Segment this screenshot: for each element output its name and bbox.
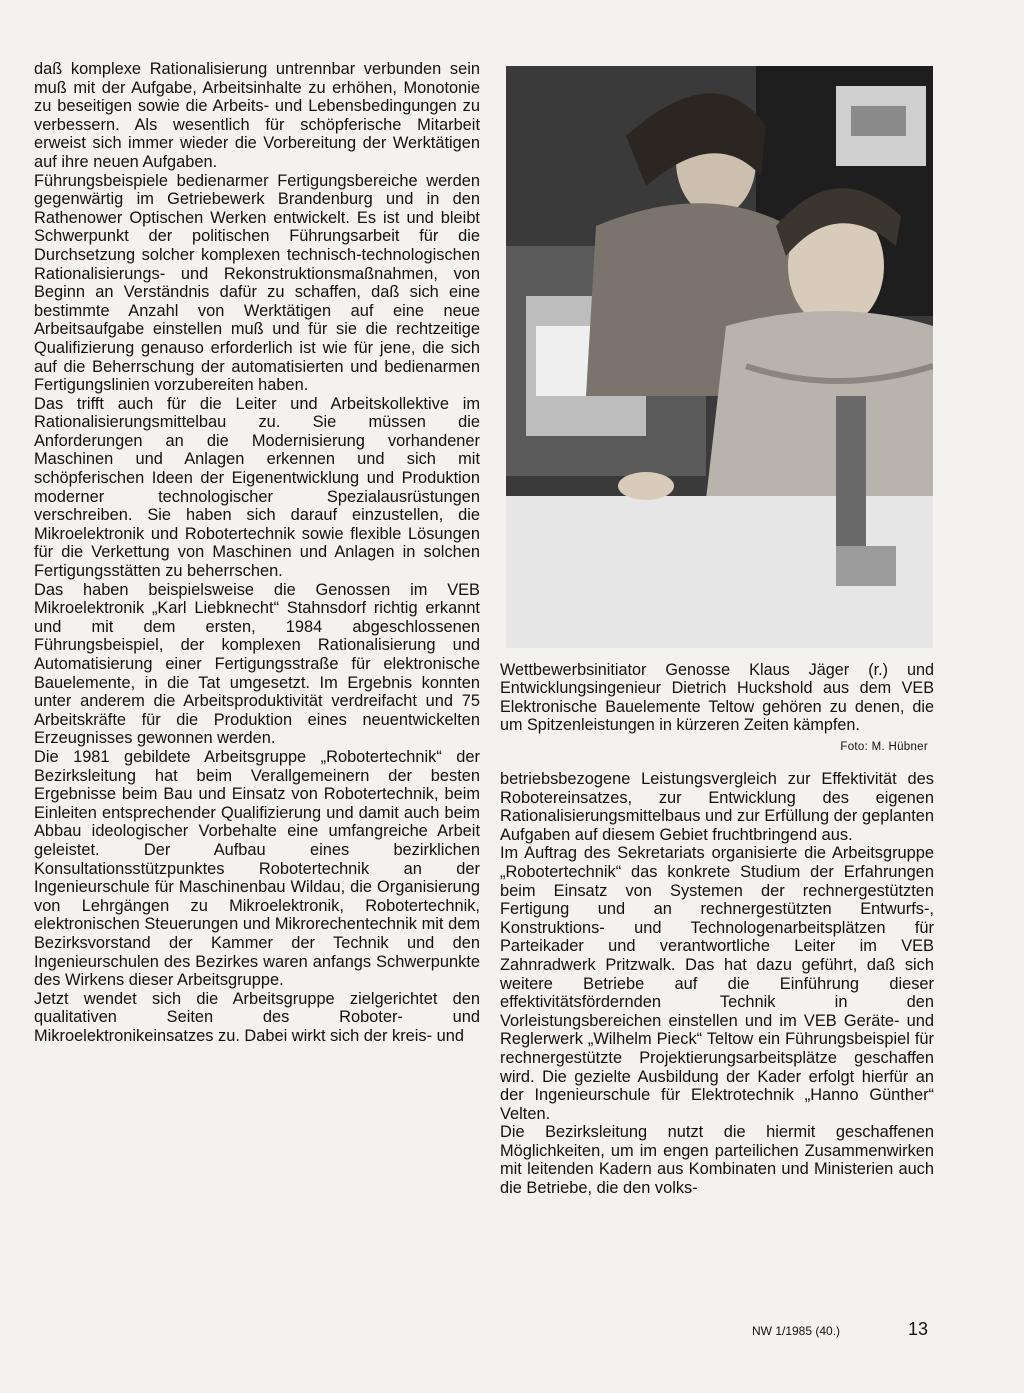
paragraph: daß komplexe Rationalisierung untrennbar verbunden sein muß mit der Aufgabe, Arbeitsinhalte zu erhöhen, Monotonie zu beseitigen sowie die Arbeits- und Lebensbedingungen zu verbessern. Als wesentlich für schöpferische Mitarbeit erweist sich immer wieder die Vorbereitung der Werktätigen auf ihre neuen Aufgaben. bbox=[34, 60, 480, 171]
paragraph: Im Auftrag des Sekretariats organisierte die Arbeitsgruppe „Robotertechnik“ das konkrete Studium der Erfahrungen beim Einsatz von Systemen der rechnergestützten Fertigung und an rechnergestützten Entwurfs-, Konstruktions- und Technologenarbeitsplätzen für Parteikader und verantwortliche Leiter im VEB Zahnradwerk Pritzwalk. Das hat dazu geführt, daß sich weitere Betriebe auf die Einführung dieser effektivitätsfördernden Technik in den Vorleistungsbereichen einstellen und im VEB Geräte- und Reglerwerk „Wilhelm Pieck“ Teltow ein Führungsbeispiel für rechnergestützte Projektierungsarbeitsplätze geschaffen wird. Die gezielte Ausbildung der Kader erfolgt hierfür an der Ingenieurschule für Elektrotechnik „Hanno Günther“ Velten. bbox=[500, 844, 934, 1123]
issue-label: NW 1/1985 (40.) bbox=[752, 1324, 841, 1338]
paragraph: Das haben beispielsweise die Genossen im VEB Mikroelektronik „Karl Liebknecht“ Stahnsdorf richtig erkannt und mit dem ersten, 1984 abgeschlossenen Führungsbeispiel, der komplexen Rationalisierung und Automatisierung einer Fertigungsstraße für elektronische Bauelemente, in die Tat umgesetzt. Im Ergebnis konnten unter anderem die Arbeitsproduktivität verdreifacht und 75 Arbeitskräfte für die Produktion eines neuentwickelten Erzeugnisses gewonnen werden. bbox=[34, 580, 480, 748]
photo-engineers-at-workbench bbox=[506, 66, 933, 648]
photo-credit: Foto: M. Hübner bbox=[840, 741, 928, 753]
right-text-column bbox=[500, 770, 934, 1198]
left-text-column bbox=[34, 60, 480, 1045]
paragraph: Jetzt wendet sich die Arbeitsgruppe zielgerichtet den qualitativen Seiten des Roboter- und Mikroelektronikeinsatzes zu. Dabei wirkt sich der kreis- und bbox=[34, 989, 480, 1045]
photo-caption: Wettbewerbsinitiator Genosse Klaus Jäger (r.) und Entwicklungsingenieur Dietrich Huckshold aus dem VEB Elektronische Bauelemente Teltow gehören zu denen, die um Spitzenleistungen in kürzeren Zeiten kämpfen. bbox=[500, 661, 934, 735]
page-number: 13 bbox=[908, 1319, 929, 1339]
paragraph: Die Bezirksleitung nutzt die hiermit geschaffenen Möglichkeiten, um im engen parteilichen Zusammenwirken mit leitenden Kadern aus Kombinaten und Ministerien auch die Betriebe, die den volks- bbox=[500, 1123, 934, 1198]
paragraph: Die 1981 gebildete Arbeitsgruppe „Robotertechnik“ der Bezirksleitung hat beim Verallgemeinern der besten Ergebnisse beim Bau und Einsatz von Robotertechnik, beim Einleiten entsprechender Qualifizierung und damit auch beim Abbau ideologischer Vorbehalte eine umfangreiche Arbeit geleistet. Der Aufbau eines bezirklichen Konsultationsstützpunktes Robotertechnik an der Ingenieurschule für Maschinenbau Wildau, die Organisierung von Lehrgängen zu Mikroelektronik, Robotertechnik, elektronischen Steuerungen und Mikrorechentechnik mit dem Bezirksvorstand der Kammer der Technik und den Ingenieurschulen des Bezirkes waren anfangs Schwerpunkte des Wirkens dieser Arbeitsgruppe. bbox=[34, 747, 480, 990]
paragraph: Führungsbeispiele bedienarmer Fertigungsbereiche werden gegenwärtig im Getriebewerk Brandenburg und in den Rathenower Optischen Werken entwickelt. Es ist und bleibt Schwerpunkt der politischen Führungsarbeit für die Durchsetzung solcher komplexen technisch-technologischen Rationalisierungs- und Rekonstruktionsmaßnahmen, von Beginn an Verständnis dafür zu schaffen, daß sich eine bestimmte Anzahl von Werktätigen auf eine neue Arbeitsaufgabe einstellen muß und für sie die rechtzeitige Qualifizierung genauso erforderlich ist wie für jene, die sich auf die Beherrschung der automatisierten und bedienarmen Fertigungslinien vorzubereiten haben. bbox=[34, 171, 480, 395]
paragraph: betriebsbezogene Leistungsvergleich zur Effektivität des Robotereinsatzes, zur Entwicklung des eigenen Rationalisierungsmittelbaus und zur Erfüllung der geplanten Aufgaben auf diesem Gebiet fruchtbringend aus. bbox=[500, 770, 934, 844]
paragraph: Das trifft auch für die Leiter und Arbeitskollektive im Rationalisierungsmittelbau zu. Sie müssen die Anforderungen an die Modernisierung vorhandener Maschinen und Anlagen erkennen und sich mit schöpferischen Ideen der Eigenentwicklung und Produktion moderner technologischer Spezialausrüstungen verschreiben. Sie haben sich darauf einzustellen, die Mikroelektronik und Robotertechnik sowie flexible Lösungen für die Verkettung von Maschinen und Anlagen in solchen Fertigungsstätten zu beherrschen. bbox=[34, 394, 480, 581]
